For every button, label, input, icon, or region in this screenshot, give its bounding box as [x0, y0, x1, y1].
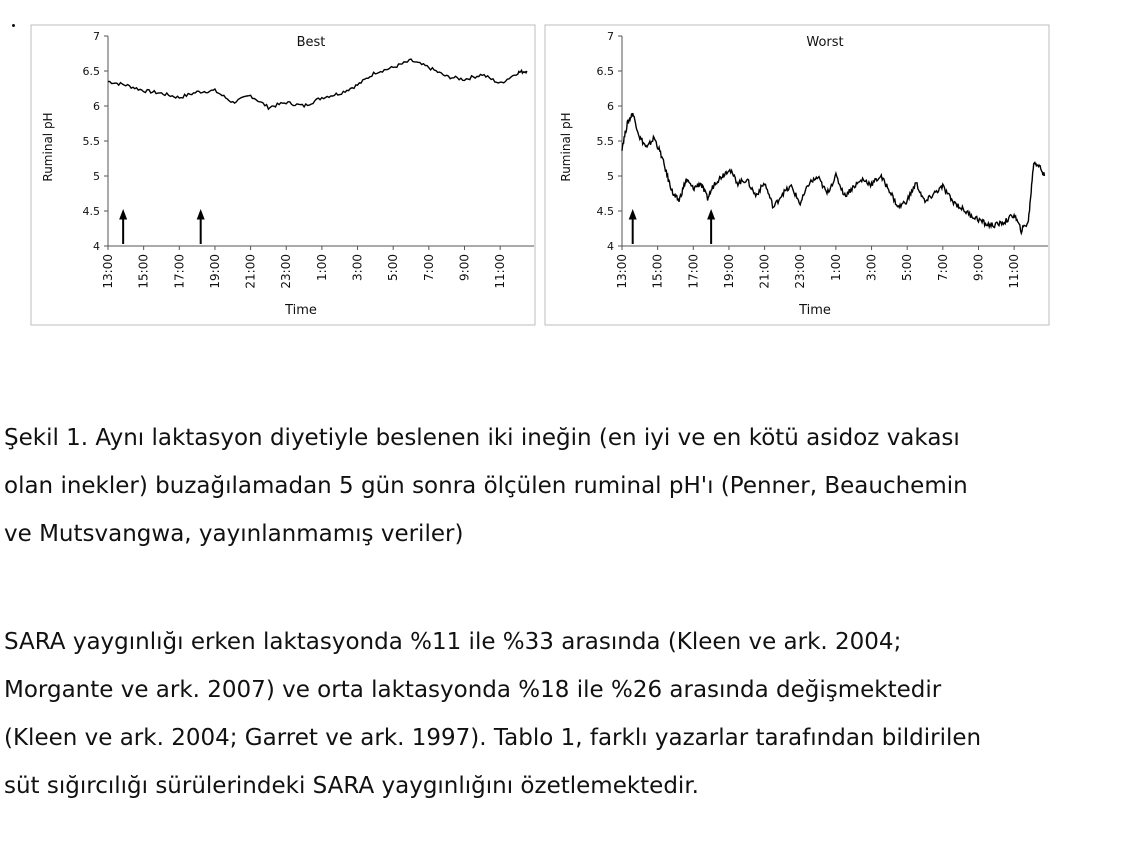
x-tick-label: 21:00	[243, 254, 258, 289]
x-axis-label: Time	[799, 303, 831, 318]
x-tick-label: 1:00	[314, 254, 329, 281]
body-line: (Kleen ve ark. 2004; Garret ve ark. 1997). Tablo 1, farklı yazarlar tarafından bildirilen	[4, 725, 982, 751]
x-tick-label: 1:00	[828, 254, 843, 281]
y-tick-label: 5	[93, 170, 100, 183]
caption-line: Şekil 1. Aynı laktasyon diyetiyle beslenen iki ineğin (en iyi ve en kötü asidoz vakası	[4, 425, 960, 451]
body-paragraph	[4, 618, 981, 810]
chart-title: Worst	[806, 35, 844, 50]
x-tick-label: 13:00	[615, 254, 629, 289]
x-tick-label: 21:00	[757, 254, 772, 289]
x-tick-label: 17:00	[172, 254, 187, 289]
x-tick-label: 19:00	[721, 254, 736, 289]
x-tick-label: 9:00	[971, 254, 986, 281]
caption-line: ve Mutsvangwa, yayınlanmamış veriler)	[4, 521, 464, 547]
chart-title: Best	[296, 35, 326, 50]
chart-best	[30, 24, 536, 326]
body-line: Morgante ve ark. 2007) ve orta laktasyonda %18 ile %26 arasında değişmektedir	[4, 677, 942, 703]
x-tick-label: 7:00	[935, 254, 950, 281]
body-line: SARA yaygınlığı erken laktasyonda %11 ile %33 arasında (Kleen ve ark. 2004;	[4, 629, 902, 655]
chart-worst	[544, 24, 1050, 326]
x-tick-label: 13:00	[101, 254, 115, 289]
y-tick-label: 7	[607, 30, 614, 43]
x-tick-label: 11:00	[493, 254, 508, 289]
caption-line: olan inekler) buzağılamadan 5 gün sonra ölçülen ruminal pH'ı (Penner, Beauchemin	[4, 473, 968, 499]
x-tick-label: 23:00	[793, 254, 808, 289]
x-tick-label: 5:00	[900, 254, 915, 281]
x-tick-label: 3:00	[864, 254, 879, 281]
x-axis-label: Time	[285, 303, 317, 318]
x-tick-label: 15:00	[650, 254, 665, 289]
y-tick-label: 6.5	[82, 65, 100, 78]
x-tick-label: 23:00	[279, 254, 294, 289]
y-axis-label: Ruminal pH	[559, 112, 573, 182]
y-tick-label: 4.5	[596, 205, 614, 218]
y-tick-label: 5	[607, 170, 614, 183]
x-tick-label: 15:00	[136, 254, 151, 289]
y-tick-label: 6	[607, 100, 614, 113]
y-tick-label: 4	[93, 240, 100, 253]
y-tick-label: 4	[607, 240, 614, 253]
y-axis-label: Ruminal pH	[41, 112, 55, 182]
x-tick-label: 5:00	[386, 254, 401, 281]
chart-svg	[30, 24, 536, 326]
x-tick-label: 19:00	[207, 254, 222, 289]
y-tick-label: 4.5	[82, 205, 100, 218]
y-tick-label: 6	[93, 100, 100, 113]
figure-caption	[4, 414, 968, 558]
y-tick-label: 7	[93, 30, 100, 43]
y-tick-label: 5.5	[596, 135, 614, 148]
x-tick-label: 3:00	[350, 254, 365, 281]
y-tick-label: 5.5	[82, 135, 100, 148]
chart-svg	[544, 24, 1050, 326]
x-tick-label: 7:00	[421, 254, 436, 281]
x-tick-label: 9:00	[457, 254, 472, 281]
body-line: süt sığırcılığı sürülerindeki SARA yaygınlığını özetlemektedir.	[4, 773, 699, 799]
x-tick-label: 17:00	[686, 254, 701, 289]
bullet-dot	[12, 24, 15, 27]
y-tick-label: 6.5	[596, 65, 614, 78]
x-tick-label: 11:00	[1007, 254, 1022, 289]
